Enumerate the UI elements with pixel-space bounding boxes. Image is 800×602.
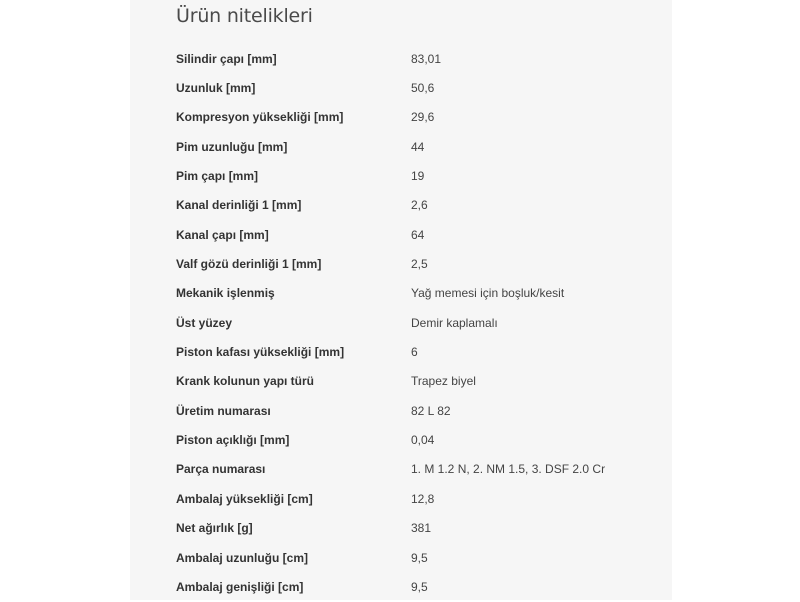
attribute-label: Üretim numarası xyxy=(176,403,271,418)
attribute-label: Silindir çapı [mm] xyxy=(176,51,277,66)
table-row xyxy=(176,425,636,454)
attribute-label: Pim uzunluğu [mm] xyxy=(176,139,288,154)
table-row xyxy=(176,44,636,73)
table-row xyxy=(176,132,636,161)
attribute-value: 2,6 xyxy=(411,198,428,213)
table-row xyxy=(176,337,636,366)
attribute-label: Ambalaj uzunluğu [cm] xyxy=(176,550,308,565)
attribute-label: Kompresyon yüksekliği [mm] xyxy=(176,110,344,125)
attribute-value: 82 L 82 xyxy=(411,403,451,418)
attribute-label: Üst yüzey xyxy=(176,315,233,330)
attribute-value: 9,5 xyxy=(411,550,428,565)
table-row xyxy=(176,308,636,337)
attribute-value: 6 xyxy=(411,345,418,360)
attribute-label: Valf gözü derinliği 1 [mm] xyxy=(176,257,322,272)
attribute-label: Pim çapı [mm] xyxy=(176,169,259,184)
section-title: Ürün nitelikleri xyxy=(176,5,313,27)
attribute-label: Krank kolunun yapı türü xyxy=(176,374,315,389)
attribute-value: Demir kaplamalı xyxy=(411,315,498,330)
attribute-label: Mekanik işlenmiş xyxy=(176,286,275,301)
attribute-label: Kanal çapı [mm] xyxy=(176,227,269,242)
attribute-label: Net ağırlık [g] xyxy=(176,521,253,536)
table-row xyxy=(176,73,636,102)
attribute-value: 44 xyxy=(411,139,425,154)
attribute-value: 83,01 xyxy=(411,51,442,66)
attribute-value: 19 xyxy=(411,169,425,184)
attribute-value: 29,6 xyxy=(411,110,435,125)
attribute-value: Yağ memesi için boşluk/kesit xyxy=(411,286,565,301)
attribute-value: 9,5 xyxy=(411,579,428,594)
attribute-value: 381 xyxy=(411,521,432,536)
attribute-label: Ambalaj genişliği [cm] xyxy=(176,579,304,594)
table-row xyxy=(176,543,636,572)
attribute-label: Uzunluk [mm] xyxy=(176,81,256,96)
table-row xyxy=(176,103,636,132)
attribute-label: Parça numarası xyxy=(176,462,266,477)
attribute-label: Kanal derinliği 1 [mm] xyxy=(176,198,302,213)
table-row xyxy=(176,484,636,513)
attribute-value: 1. M 1.2 N, 2. NM 1.5, 3. DSF 2.0 Cr xyxy=(411,462,606,477)
attribute-value: 50,6 xyxy=(411,81,435,96)
attribute-label: Ambalaj yüksekliği [cm] xyxy=(176,491,313,506)
attribute-label: Piston açıklığı [mm] xyxy=(176,433,290,448)
table-row xyxy=(176,396,636,425)
attribute-value: 12,8 xyxy=(411,491,435,506)
attribute-value: 0,04 xyxy=(411,433,435,448)
table-row xyxy=(176,220,636,249)
table-row xyxy=(176,191,636,220)
table-row xyxy=(176,249,636,278)
attribute-value: Trapez biyel xyxy=(411,374,476,389)
table-row xyxy=(176,572,636,601)
table-row xyxy=(176,279,636,308)
attributes-table xyxy=(176,44,636,602)
table-row xyxy=(176,455,636,484)
table-row xyxy=(176,161,636,190)
attribute-value: 64 xyxy=(411,227,425,242)
attribute-value: 2,5 xyxy=(411,257,428,272)
attribute-label: Piston kafası yüksekliği [mm] xyxy=(176,345,345,360)
table-row xyxy=(176,514,636,543)
table-row xyxy=(176,367,636,396)
